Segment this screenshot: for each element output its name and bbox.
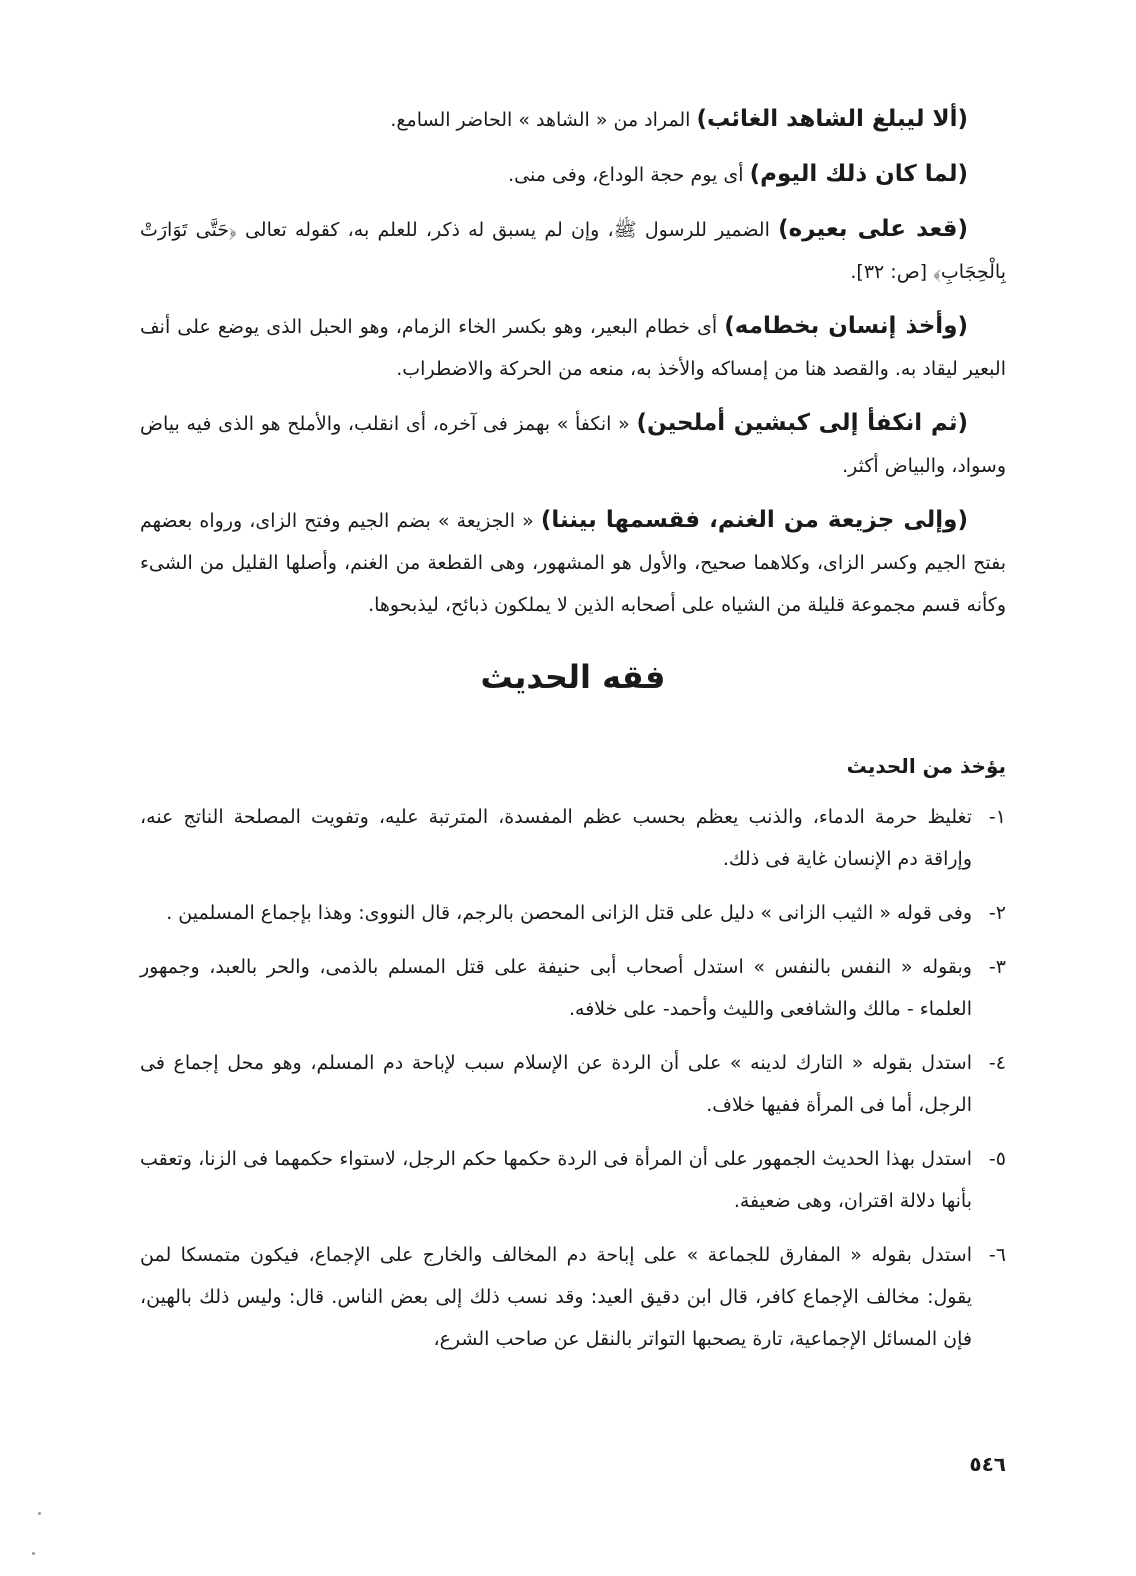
item-number: ٢- xyxy=(988,902,1006,924)
gloss-paragraph xyxy=(140,208,1006,293)
item-number: ١- xyxy=(988,806,1006,828)
item-text: استدل بقوله « المفارق للجماعة » على إباحة دم المخالف والخارج على الإجماع، فيكون متمسكا لمن يقول: مخالف الإجماع كافر، قال ابن دقيق العيد: وقد نسب ذلك إلى بعض الناس. قال: وليس ذلك بالهين، فإن المسائل الإجماعية، تارة يصحبها التواتر بالنقل عن صاحب الشرع، xyxy=(140,1244,972,1350)
list-item xyxy=(140,946,1006,1030)
scan-speck xyxy=(38,1512,41,1515)
gloss-paragraph xyxy=(140,499,1006,626)
gloss-term: (ألا ليبلغ الشاهد الغائب) xyxy=(696,106,968,132)
gloss-paragraph xyxy=(140,305,1006,390)
list-item xyxy=(140,1138,1006,1222)
gloss-text: أى خطام البعير، وهو بكسر الخاء الزمام، وهو الحبل الذى يوضع على أنف البعير ليقاد به. والقصد هنا من إمساكه والأخذ به، منعه من الحركة والاضطراب. xyxy=(140,316,1006,380)
scan-speck xyxy=(32,1552,35,1555)
list-item xyxy=(140,1042,1006,1126)
list-item xyxy=(140,892,1006,934)
item-text: وفى قوله « الثيب الزانى » دليل على قتل الزانى المحصن بالرجم، قال النووى: وهذا بإجماع المسلمين . xyxy=(166,902,972,924)
item-text: استدل بهذا الحديث الجمهور على أن المرأة فى الردة حكمها حكم الرجل، لاستواء حكمهما فى الزنا، وتعقب بأنها دلالة اقتران، وهى ضعيفة. xyxy=(140,1148,972,1212)
item-number: ٦- xyxy=(988,1244,1006,1266)
item-number: ٣- xyxy=(988,956,1006,978)
page-number: ٥٤٦ xyxy=(969,1452,1006,1476)
page-body xyxy=(140,98,1006,1372)
gloss-text: « انكفأ » بهمز فى آخره، أى انقلب، والأملح هو الذى فيه بياض وسواد، والبياض أكثر. xyxy=(140,413,1006,477)
item-text: وبقوله « النفس بالنفس » استدل أصحاب أبى حنيفة على قتل المسلم بالذمى، والحر بالعبد، وجمهور العلماء - مالك والشافعى والليث وأحمد- على خلافه. xyxy=(140,956,972,1020)
gloss-term: (ثم انكفأ إلى كبشين أملحين) xyxy=(636,410,968,436)
gloss-paragraph xyxy=(140,98,1006,141)
section-heading: فقه الحديث xyxy=(480,658,666,696)
item-text: استدل بقوله « التارك لدينه » على أن الردة عن الإسلام سبب لإباحة دم المسلم، وهو محل إجماع فى الرجل، أما فى المرأة ففيها خلاف. xyxy=(140,1052,972,1116)
item-text: تغليظ حرمة الدماء، والذنب يعظم بحسب عظم المفسدة، المترتبة عليه، وتفويت المصلحة الناتج عنه، وإراقة دم الإنسان غاية فى ذلك. xyxy=(140,806,972,870)
list-item xyxy=(140,1234,1006,1360)
gloss-paragraph xyxy=(140,153,1006,196)
item-number: ٥- xyxy=(988,1148,1006,1170)
gloss-paragraph xyxy=(140,402,1006,487)
gloss-term: (وأخذ إنسان بخطامه) xyxy=(724,313,969,339)
gloss-term: (لما كان ذلك اليوم) xyxy=(749,161,968,187)
gloss-text: المراد من « الشاهد » الحاضر السامع. xyxy=(390,109,697,131)
gloss-text: الضمير للرسول ﷺ، وإن لم يسبق له ذكر، للعلم به، كقوله تعالى ﴿حَتَّى تَوَارَتْ بِالْحِجَابِ﴾ [ص: ٣٢]. xyxy=(140,219,1006,283)
gloss-term: (قعد على بعيره) xyxy=(778,216,968,242)
item-number: ٤- xyxy=(988,1052,1006,1074)
gloss-text: « الجزيعة » بضم الجيم وفتح الزاى، ورواه بعضهم بفتح الجيم وكسر الزاى، وكلاهما صحيح، والأول هو المشهور، وهى القطعة من الغنم، وأصلها القليل من الشىء وكأنه قسم مجموعة قليلة من الشياه على أصحابه الذين لا يملكون ذبائح، ليذبحوها. xyxy=(140,510,1006,616)
gloss-term: (وإلى جزيعة من الغنم، فقسمها بيننا) xyxy=(540,507,968,533)
gloss-text: أى يوم حجة الوداع، وفى منى. xyxy=(508,164,750,186)
section-subheading: يؤخذ من الحديث xyxy=(846,754,1006,778)
list-item xyxy=(140,796,1006,880)
